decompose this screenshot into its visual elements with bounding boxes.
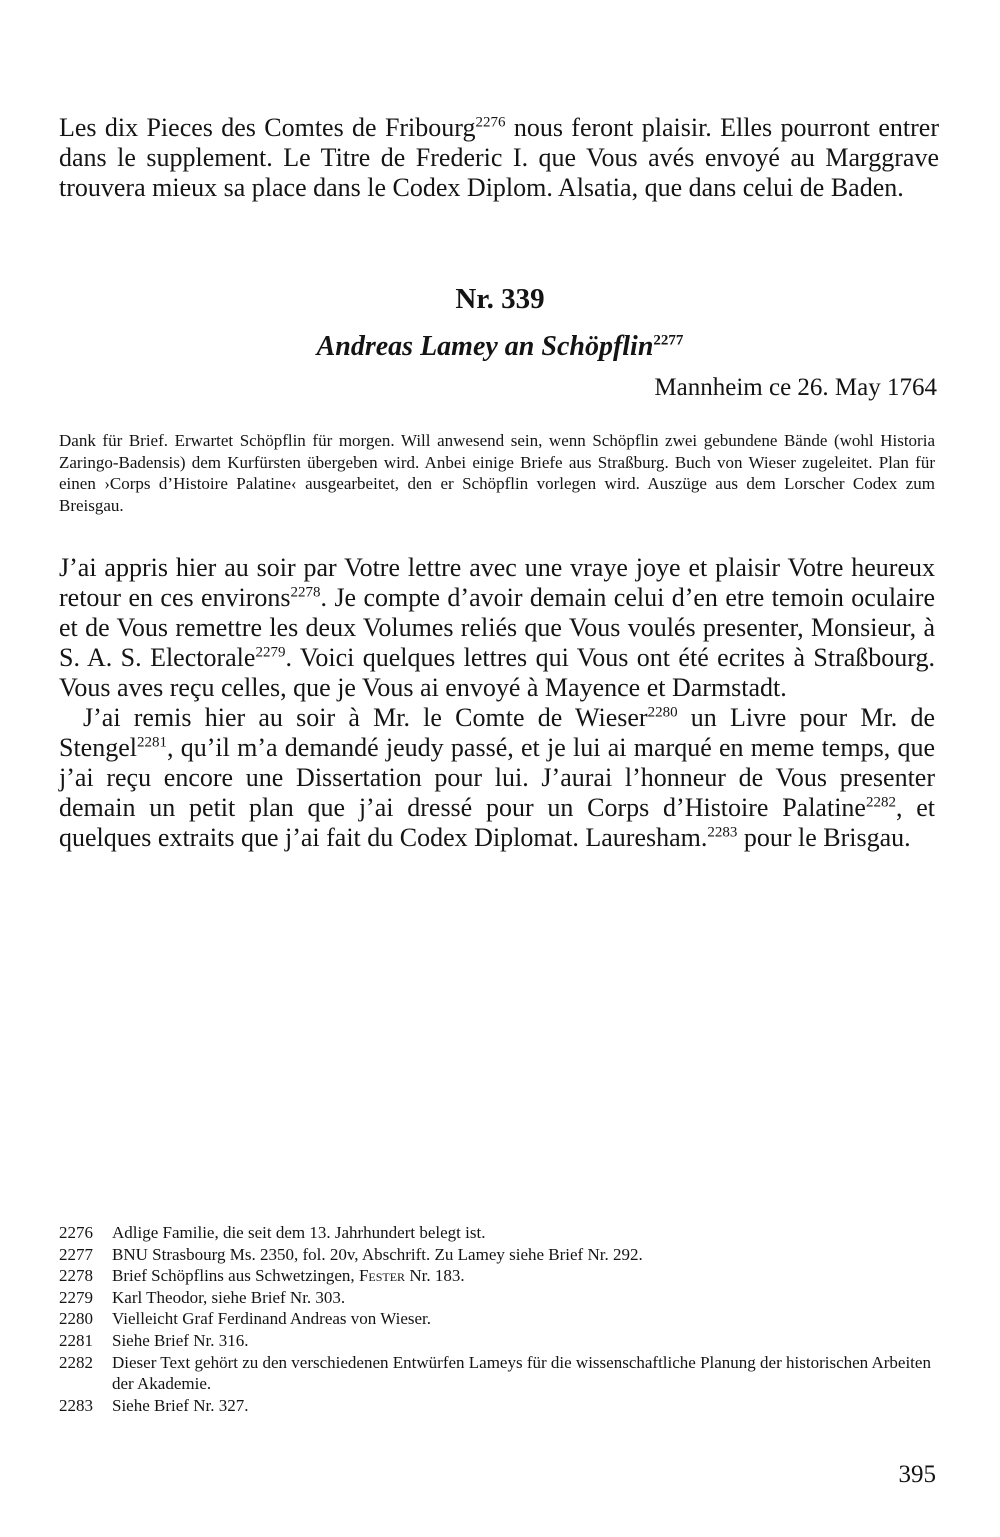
footnote-text-part: Nr. 183.: [405, 1266, 465, 1286]
footnote-number: 2277: [59, 1244, 93, 1264]
page-number: 395: [898, 1461, 936, 1488]
letter-title-text: Andreas Lamey an Schöpflin: [316, 331, 654, 362]
footnote-text: Vielleicht Graf Ferdinand Andreas von Wieser.: [112, 1309, 431, 1329]
footnote-text: BNU Strasbourg Ms. 2350, fol. 20v, Abschrift. Zu Lamey siehe Brief Nr. 292.: [112, 1244, 643, 1264]
letter-body: [59, 553, 935, 853]
footnote-text: [112, 1265, 939, 1287]
paragraph-2-text-1: J’ai remis hier au soir à Mr. le Comte de Wieser: [83, 703, 648, 732]
letter-place-date: Mannheim ce 26. May 1764: [654, 374, 937, 401]
footnote: [59, 1308, 939, 1330]
footnote: [59, 1395, 939, 1417]
footnote-number: 2276: [59, 1223, 93, 1242]
footnote-number: 2282: [59, 1352, 93, 1372]
footnote-text: Adlige Familie, die seit dem 13. Jahrhundert belegt ist.: [112, 1223, 486, 1242]
paragraph-2-text-3: , qu’il m’a demandé jeudy passé, et je lui ai marqué en meme temps, que j’ai reçu encore une Dissertation pour lui. J’aurai l’honneur de Vous presenter demain un petit plan que j’ai dressé pour un Corps d’Histoire Palatine: [59, 733, 935, 822]
footnote-number: 2279: [59, 1287, 93, 1307]
footnote-ref-2281: 2281: [137, 734, 167, 751]
footnotes: [59, 1222, 939, 1416]
footnote-ref-2278: 2278: [290, 584, 321, 601]
footnote: [59, 1330, 939, 1352]
footnote-ref-2280: 2280: [647, 704, 678, 721]
footnote-ref-2279: 2279: [255, 644, 286, 661]
intro-text-1: Les dix Pieces des Comtes de Fribourg: [59, 113, 476, 142]
footnote-ref-2276: 2276: [475, 114, 506, 131]
footnote-text-part: Brief Schöpflins aus Schwetzingen,: [112, 1266, 359, 1286]
footnote-author-smallcaps: Fester: [358, 1266, 406, 1286]
paragraph-1-text-1: J’ai appris hier au soir par Votre lettre avec une vraye joye et plaisir Votre heureux retour en ces environs: [59, 553, 935, 612]
footnote: [59, 1244, 939, 1266]
paragraph-1-text-2: . Je compte d’avoir demain celui d’en etre temoin oculaire et de Vous remettre les deux Volumes reliés que Vous voulés presenter, Monsieur, à S. A. S. Electorale: [59, 583, 936, 672]
letter-title: [0, 331, 1000, 363]
footnote-text: Karl Theodor, siehe Brief Nr. 303.: [112, 1287, 346, 1307]
footnote-ref-2283: 2283: [707, 824, 738, 841]
letter-number: Nr. 339: [455, 283, 545, 315]
paragraph-2-text-4: , et quelques extraits que j’ai fait du Codex Diplomat. Lauresham.: [59, 793, 935, 852]
footnote: [59, 1222, 939, 1244]
footnote-text: Dieser Text gehört zu den verschiedenen Entwürfen Lameys für die wissenschaftliche Planung der historischen Arbeiten der Akademie.: [112, 1352, 931, 1394]
footnote-ref-2282: 2282: [865, 794, 896, 811]
intro-paragraph: [59, 113, 939, 203]
footnote: [59, 1352, 939, 1395]
intro-text-2: nous feront plaisir. Elles pourront entrer dans le supplement. Le Titre de Frederic I. que Vous avés envoyé au Marggrave trouvera mieux sa place dans le Codex Diplom. Alsatia, que dans celui de Baden.: [59, 113, 939, 202]
paragraph-1-text-3: . Voici quelques lettres qui Vous ont été ecrites à Straßbourg. Vous aves reçu celles, que je Vous ai envoyé à Mayence et Darmstadt.: [59, 643, 935, 702]
letter-paragraph-1: [59, 553, 935, 703]
footnote-number: 2283: [59, 1395, 93, 1415]
footnote-number: 2278: [59, 1266, 93, 1286]
footnote-text: Siehe Brief Nr. 316.: [112, 1330, 249, 1350]
footnote-number: 2280: [59, 1309, 93, 1329]
footnote: [59, 1265, 939, 1287]
footnote: [59, 1287, 939, 1309]
paragraph-2-text-5: pour le Brisgau.: [737, 823, 911, 852]
footnote-number: 2281: [59, 1330, 93, 1350]
letter-summary: Dank für Brief. Erwartet Schöpflin für morgen. Will anwesend sein, wenn Schöpflin zwei gebundene Bände (wohl Historia Zaringo-Badensis) dem Kurfürsten übergeben wird. Anbei einige Briefe aus Straßburg. Buch von Wieser zugeleitet. Plan für einen ›Corps d’Histoire Palatine‹ ausgearbeitet, den er Schöpflin vorlegen wird. Auszüge aus dem Lorscher Codex zum Breisgau.: [59, 431, 935, 515]
footnote-ref-2277: 2277: [653, 332, 684, 349]
letter-paragraph-2: [59, 703, 935, 853]
paragraph-2-text-2: un Livre pour Mr. de Stengel: [59, 703, 936, 762]
footnote-text: Siehe Brief Nr. 327.: [112, 1395, 249, 1415]
